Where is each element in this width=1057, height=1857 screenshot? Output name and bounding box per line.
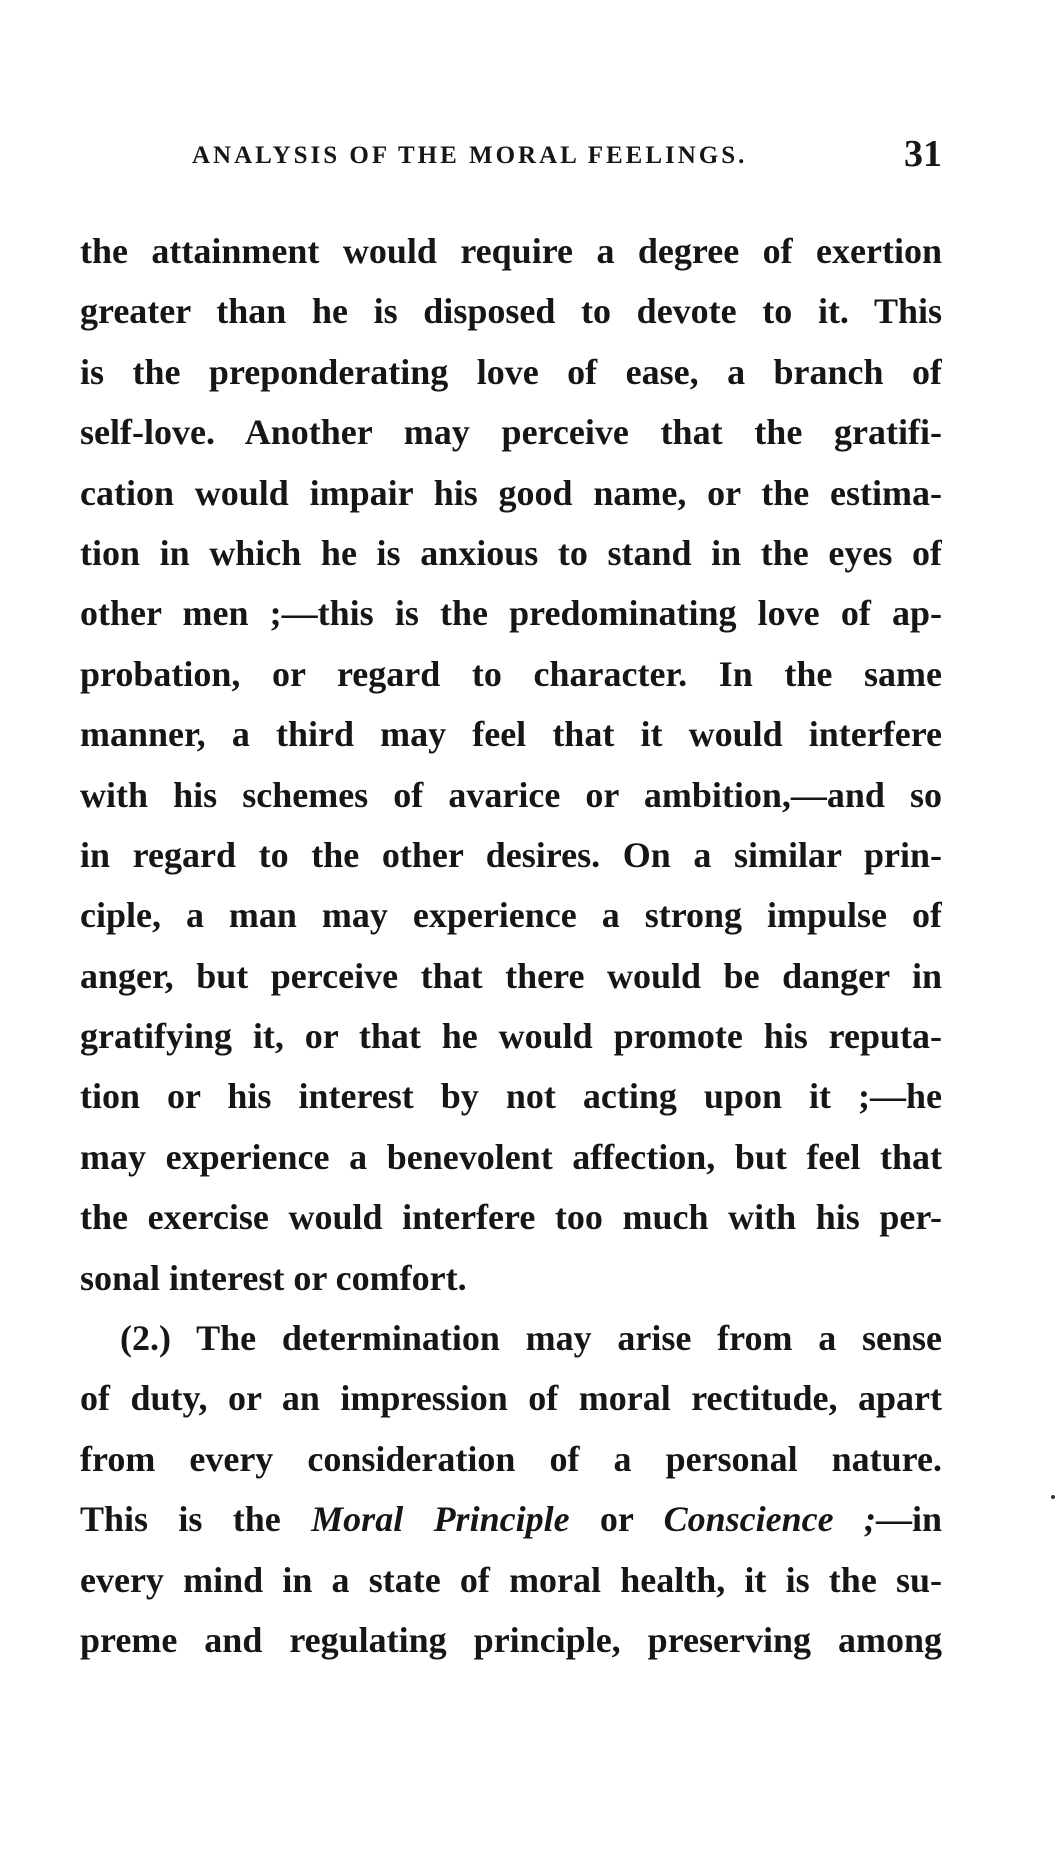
text-line: tion in which he is anxious to stand in the eyes of — [80, 532, 942, 573]
text-line: gratifying it, or that he would promote his reputa- — [80, 1016, 942, 1057]
text-line: may experience a benevolent affection, but feel that — [80, 1136, 942, 1177]
text-line: of duty, or an impression of moral rectitude, apart — [80, 1378, 942, 1419]
text-line: from every consideration of a personal nature. — [80, 1438, 942, 1479]
text-line: cation would impair his good name, or the estima- — [80, 472, 942, 513]
text-line: every mind in a state of moral health, it is the su- — [80, 1559, 942, 1600]
text-line: preme and regulating principle, preserving among — [80, 1619, 942, 1660]
text-line: with his schemes of avarice or ambition,—and so — [80, 774, 942, 815]
ink-speck — [1051, 1495, 1055, 1499]
text-run: This is the — [80, 1499, 312, 1540]
text-line: probation, or regard to character. In the same — [80, 653, 942, 694]
page-number: 31 — [904, 133, 942, 175]
text-line: the exercise would interfere too much with his per- — [80, 1197, 942, 1238]
text-line: other men ;—this is the predominating love of ap- — [80, 593, 942, 634]
body-text — [80, 221, 942, 1670]
text-line: anger, but perceive that there would be danger in — [80, 955, 942, 996]
text-line: manner, a third may feel that it would interfere — [80, 714, 942, 755]
text-run: or — [569, 1499, 664, 1540]
text-line: tion or his interest by not acting upon it ;—he — [80, 1076, 942, 1117]
running-head — [80, 132, 942, 180]
text-line — [80, 1489, 942, 1549]
italic-term: Moral Principle — [311, 1499, 570, 1540]
text-line: sonal interest or comfort. — [80, 1257, 467, 1298]
text-line: is the preponderating love of ease, a branch of — [80, 351, 942, 392]
paragraph — [80, 1308, 942, 1670]
text-run: —in — [875, 1499, 942, 1540]
text-line: ciple, a man may experience a strong impulse of — [80, 895, 942, 936]
text-line: (2.) The determination may arise from a sense — [120, 1318, 942, 1359]
text-line: in regard to the other desires. On a similar prin- — [80, 834, 942, 875]
paragraph — [80, 221, 942, 1308]
text-line: self-love. Another may perceive that the gratifi- — [80, 412, 942, 453]
italic-term: Conscience ; — [663, 1499, 876, 1540]
text-line: the attainment would require a degree of exertion — [80, 231, 942, 271]
running-title: ANALYSIS OF THE MORAL FEELINGS. — [192, 142, 748, 169]
text-line: greater than he is disposed to devote to it. This — [80, 291, 942, 332]
